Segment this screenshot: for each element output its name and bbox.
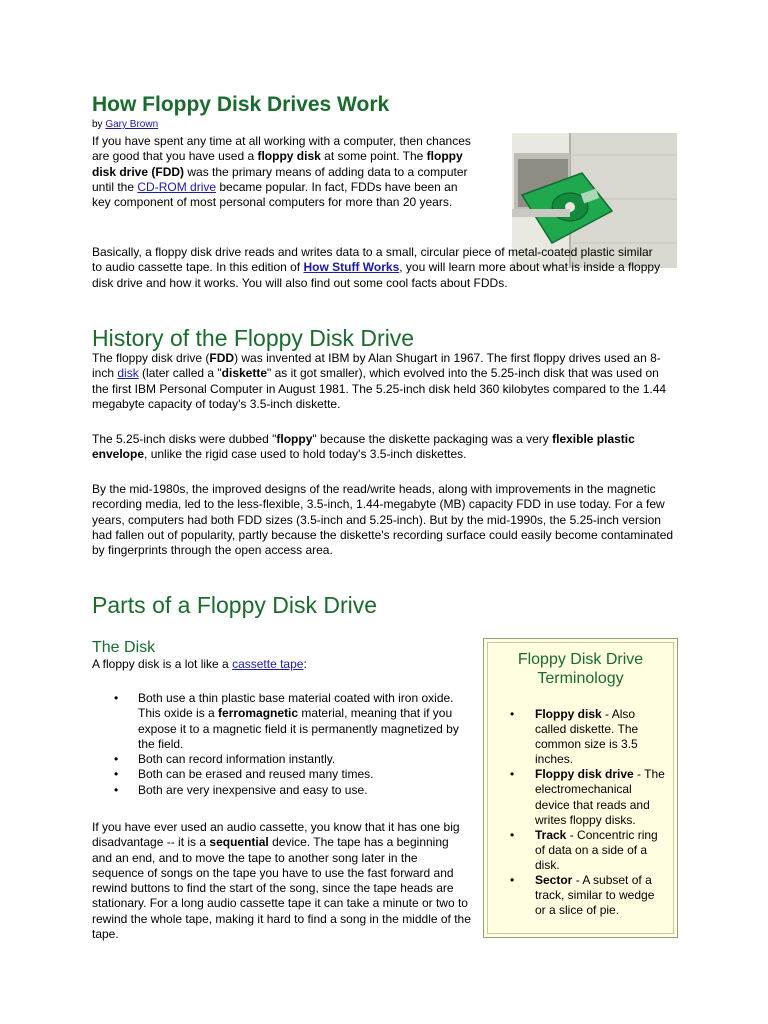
cassette-paragraph bbox=[92, 820, 472, 942]
bullet-icon: • bbox=[114, 767, 119, 782]
bold-term: floppy disk bbox=[257, 149, 321, 164]
term-item bbox=[488, 707, 673, 767]
sidebar-frame bbox=[487, 642, 674, 934]
page-title: How Floppy Disk Drives Work bbox=[92, 93, 390, 116]
term-item bbox=[488, 828, 673, 873]
text-run: (later called a " bbox=[138, 366, 222, 381]
disk-subheading: The Disk bbox=[92, 639, 156, 656]
history-paragraph-2 bbox=[92, 432, 674, 463]
history-heading: History of the Floppy Disk Drive bbox=[92, 325, 415, 351]
sidebar-title-line-1: Floppy Disk Drive bbox=[517, 651, 644, 668]
bold-term: Floppy disk bbox=[535, 707, 602, 721]
text-run: device. The tape has a beginning and an end, and to move the tape to another song later in the sequence of songs on the tape you have to use the fast forward and rewind buttons to find the start of the song, since the tape heads are stationary. For a long audio cassette tape it can take a minute or two to rewind the whole tape, making it hard to find a song in the middle of the tape. bbox=[92, 835, 471, 942]
text-run: " because the diskette packaging was a very bbox=[312, 432, 553, 446]
text-run: Both can record information instantly. bbox=[138, 752, 336, 767]
term-item bbox=[488, 767, 673, 827]
text-run: - Concentric ring of data on a side of a disk. bbox=[535, 827, 658, 872]
history-paragraph-3 bbox=[92, 482, 674, 558]
text-run: - Also called diskette. The common size is 3.5 inches. bbox=[535, 707, 639, 767]
text-run: " as it got smaller), which evolved into the 5.25-inch disk that was used on the first IBM Personal Computer in August 1981. The 5.25-inch disk held 360 kilobytes compared to the 1.44 megabyte capacity of today's 3.5-inch diskette. bbox=[92, 366, 667, 411]
bullet-icon: • bbox=[510, 827, 515, 842]
intro-paragraph-1 bbox=[92, 134, 472, 210]
bullet-icon: • bbox=[510, 707, 515, 721]
bullet-icon: • bbox=[114, 782, 119, 797]
text-run: Both use a thin plastic base material coated with iron oxide. This oxide is a bbox=[138, 691, 454, 721]
intro-paragraph-2 bbox=[92, 245, 662, 291]
bold-term: Sector bbox=[535, 873, 573, 888]
text-run: The 5.25-inch disks were dubbed " bbox=[92, 432, 277, 446]
text-run: A floppy disk is a lot like a bbox=[92, 657, 233, 671]
sidebar-title bbox=[488, 650, 673, 688]
bold-term: flexible plastic envelope bbox=[92, 432, 635, 462]
text-run: : bbox=[303, 657, 307, 671]
list-item bbox=[92, 691, 476, 752]
disk-lead bbox=[92, 657, 472, 672]
bullet-icon: • bbox=[510, 873, 515, 888]
bold-term: floppy disk drive (FDD) bbox=[92, 149, 463, 179]
text-run: By the mid-1980s, the improved designs of the read/write heads, along with improvements in the magnetic recording media, led to the less-flexible, 3.5-inch, 1.44-megabyte (MB) capacity FDD in use today. For a few years, computers had both FDD sizes (3.5-inch and 5.25-inch). But by the mid-1990s, the 5.25-inch version had fallen out of popularity, partly because the diskette's recording surface could easily become contaminated by fingerprints through the open access area. bbox=[92, 482, 674, 558]
terminology-list bbox=[488, 707, 673, 918]
inline-link[interactable]: disk bbox=[117, 366, 139, 381]
inline-link[interactable]: CD-ROM drive bbox=[137, 179, 217, 194]
list-item bbox=[92, 767, 476, 782]
text-run: The floppy disk drive ( bbox=[92, 351, 210, 365]
text-run: Both can be erased and reused many times. bbox=[138, 767, 374, 782]
sidebar-title-line-2: Terminology bbox=[537, 670, 624, 687]
text-run: Both are very inexpensive and easy to use. bbox=[138, 782, 368, 797]
text-run: , you will learn more about what is inside a floppy disk drive and how it works. You will also find out some cool facts about FDDs. bbox=[92, 260, 661, 290]
bold-term: sequential bbox=[209, 835, 269, 850]
text-run: at some point. The bbox=[320, 149, 427, 164]
history-paragraph-1 bbox=[92, 351, 674, 412]
inline-link[interactable]: cassette tape bbox=[232, 657, 304, 671]
bold-term: FDD bbox=[209, 351, 235, 365]
bold-term: diskette bbox=[221, 366, 268, 381]
text-run: ) was invented at IBM by Alan Shugart in 1967. The first floppy drives used an 8-inch bbox=[92, 351, 661, 381]
bold-term: ferromagnetic bbox=[218, 706, 299, 721]
bullet-icon: • bbox=[114, 752, 119, 767]
term-item bbox=[488, 873, 673, 918]
terminology-sidebar bbox=[483, 638, 678, 938]
bullet-icon: • bbox=[510, 767, 515, 782]
bold-term: floppy bbox=[276, 432, 313, 446]
bold-term: Track bbox=[535, 827, 567, 842]
text-run: If you have ever used an audio cassette, you know that it has one big disadvantage -- it is a bbox=[92, 820, 460, 850]
text-run: Basically, a floppy disk drive reads and writes data to a small, circular piece of metal-coated plastic similar to audio cassette tape. In this edition of bbox=[92, 245, 653, 275]
parts-heading: Parts of a Floppy Disk Drive bbox=[92, 592, 378, 618]
byline bbox=[92, 119, 158, 131]
text-run: became popular. In fact, FDDs have been an key component of most personal computers for more than 20 years. bbox=[92, 179, 458, 210]
text-run: was the primary means of adding data to a computer until the bbox=[92, 164, 468, 194]
list-item bbox=[92, 752, 476, 767]
bullet-icon: • bbox=[114, 691, 119, 705]
text-run: material, meaning that if you expose it to a magnetic field it is permanently magnetized by the field. bbox=[138, 706, 459, 751]
disk-bullet-list bbox=[92, 691, 476, 798]
text-run: , unlike the rigid case used to hold today's 3.5-inch diskettes. bbox=[144, 447, 467, 462]
text-run: If you have spent any time at all working with a computer, then chances are good that you have used a bbox=[92, 134, 471, 164]
list-item bbox=[92, 783, 476, 798]
text-run: - The electromechanical device that reads and writes floppy disks. bbox=[535, 767, 665, 827]
byline-prefix: by bbox=[92, 119, 106, 130]
text-run: - A subset of a track, similar to wedge or a slice of pie. bbox=[535, 873, 655, 918]
author-link[interactable]: Gary Brown bbox=[105, 119, 159, 130]
inline-link[interactable]: How Stuff Works bbox=[303, 260, 400, 275]
bold-term: Floppy disk drive bbox=[535, 767, 634, 782]
